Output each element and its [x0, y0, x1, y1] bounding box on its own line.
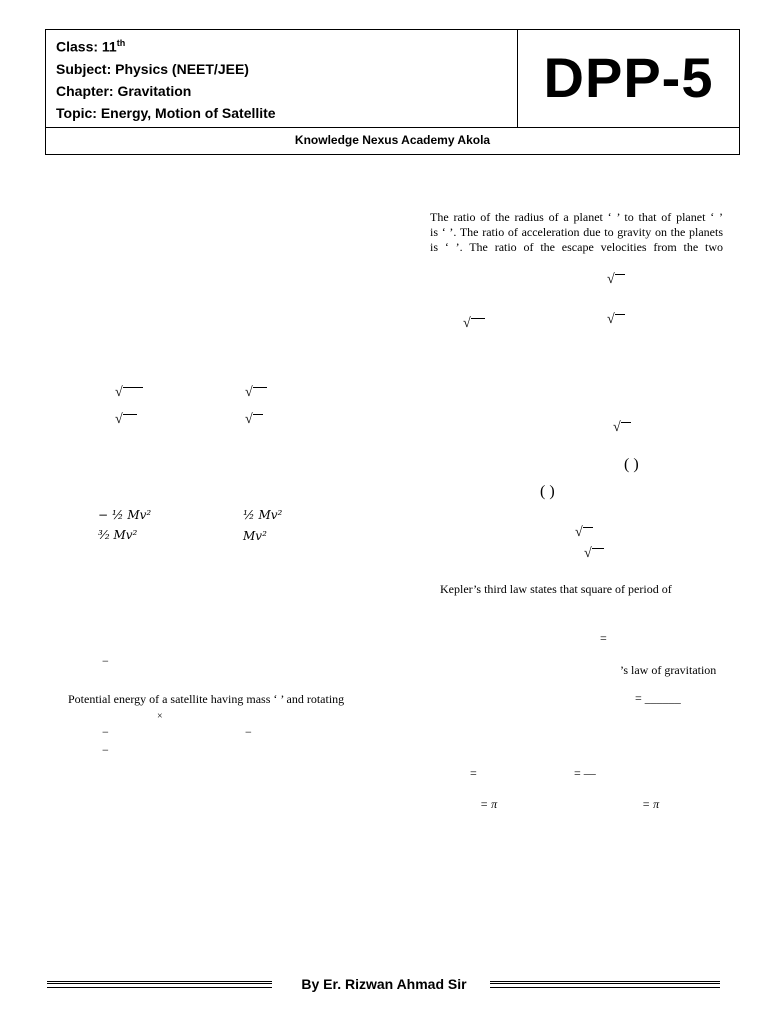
question-radius-ratio-line2: is ‘ ’. The ratio of acceleration due to gravity on the planets: [430, 225, 723, 239]
equals-pi: = π: [642, 797, 660, 811]
sqrt-symbol: √: [584, 546, 604, 562]
equals-pi: = π: [480, 797, 498, 811]
equals-sign: =: [470, 766, 477, 780]
topic-line: Topic: Energy, Motion of Satellite: [56, 105, 276, 121]
sqrt-symbol: √: [607, 312, 625, 328]
equals-fraction: = —: [574, 766, 596, 780]
option-d: Mv²: [243, 529, 267, 543]
header-box: [45, 29, 740, 155]
dpp-badge: DPP-5: [543, 46, 714, 109]
question-radius-ratio-line1: The ratio of the radius of a planet ‘ ’ to that of planet ‘ ’: [430, 210, 723, 224]
sqrt-symbol: √: [607, 272, 625, 288]
option-a: − ½ Mv²: [98, 508, 152, 522]
sqrt-symbol: √: [613, 420, 631, 436]
footer-author: By Er. Rizwan Ahmad Sir: [301, 976, 467, 992]
sqrt-symbol: √: [245, 412, 263, 428]
sqrt-symbol: √: [115, 412, 137, 428]
parenthesis: ( ): [624, 456, 639, 473]
sqrt-symbol: √: [575, 525, 593, 541]
newton-law-text: ’s law of gravitation: [620, 663, 717, 677]
chapter-line: Chapter: Gravitation: [56, 83, 192, 99]
equals-fraction: = ______: [635, 691, 681, 705]
minus-sign: −: [102, 654, 109, 668]
equals-sign: =: [600, 631, 607, 645]
minus-sign: −: [102, 725, 109, 739]
header-info: [46, 30, 518, 127]
minus-sign: −: [245, 725, 252, 739]
sqrt-symbol: √: [115, 385, 143, 401]
dpp-badge-cell: [518, 30, 739, 127]
potential-energy-question: Potential energy of a satellite having mass ‘ ’ and rotating: [68, 692, 345, 706]
subject-line: Subject: Physics (NEET/JEE): [56, 61, 249, 77]
sqrt-symbol: √: [463, 316, 485, 332]
option-c: ³⁄₂ Mv²: [98, 528, 138, 542]
parenthesis: ( ): [540, 483, 555, 500]
option-b: ½ Mv²: [243, 508, 283, 522]
sqrt-symbol: √: [245, 385, 267, 401]
class-line: Class: 11th: [56, 38, 126, 55]
minus-sign: −: [102, 743, 109, 757]
kepler-question: Kepler’s third law states that square of period of: [440, 582, 672, 596]
question-radius-ratio-line3: is ‘ ’. The ratio of the escape velocities from the two: [430, 240, 723, 254]
times-sign: ×: [157, 711, 163, 722]
academy-name: Knowledge Nexus Academy Akola: [46, 127, 739, 155]
